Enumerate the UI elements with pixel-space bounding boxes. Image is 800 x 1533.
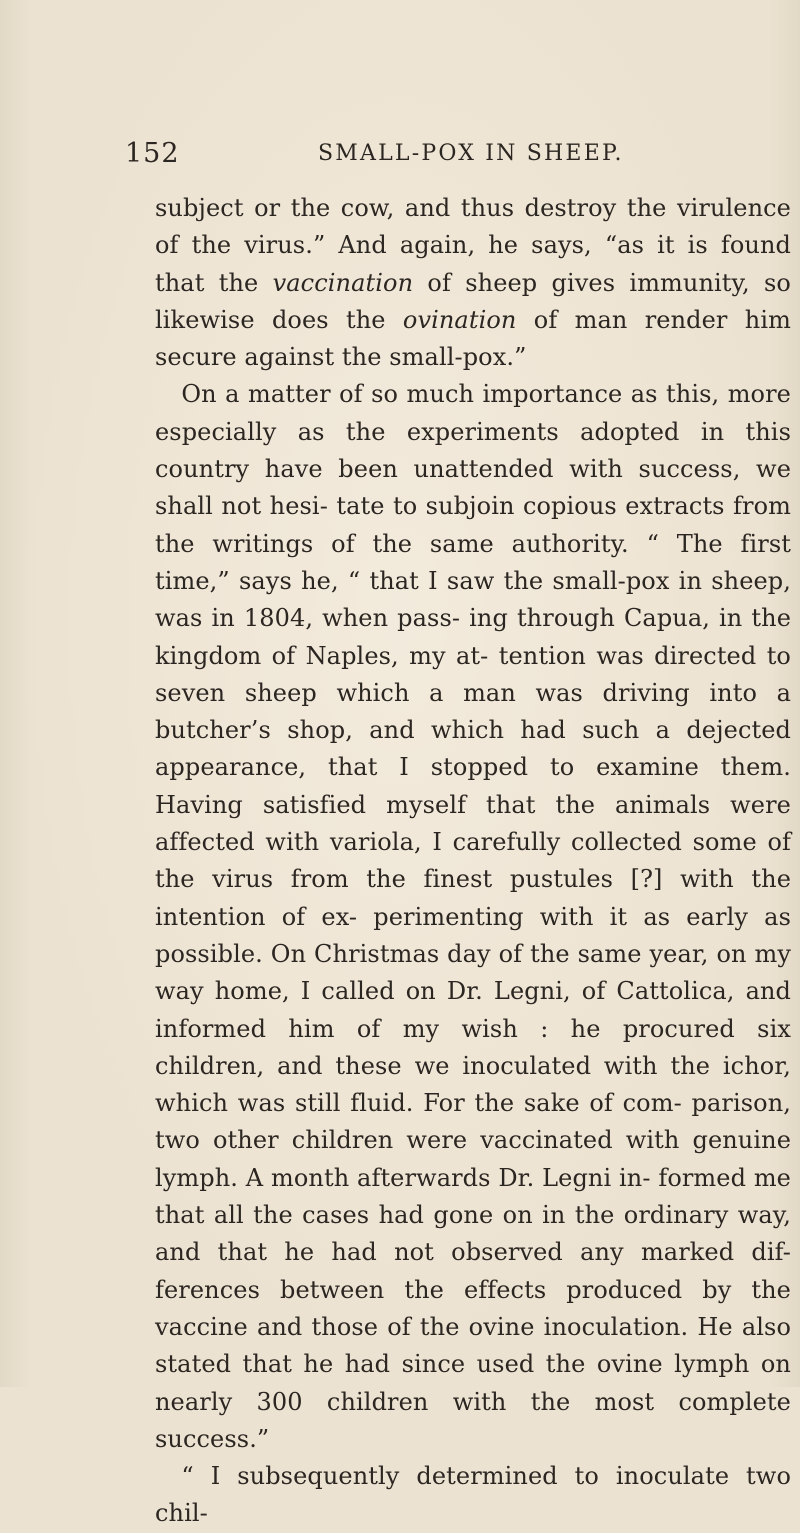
body-text: [155, 190, 791, 1533]
paragraph-1-part-c: of man render him secure against the small-pox.”: [155, 305, 791, 372]
page-number: 152: [125, 138, 180, 169]
paragraph-1-part-a: subject or the cow, and thus destroy the virulence of the virus.” And again, he says, “as it is found that the: [155, 194, 791, 297]
running-head: SMALL-POX IN SHEEP.: [318, 141, 624, 166]
emphasis-ovination: ovination: [402, 305, 517, 334]
paragraph-3: “ I subsequently determined to inoculate two chil-: [155, 1462, 791, 1528]
page-header: [125, 138, 685, 178]
paragraph-1-part-b: of sheep gives immunity, so likewise does the: [155, 268, 791, 334]
paragraph-1: [155, 190, 791, 376]
paragraph-2: On a matter of so much importance as this, more especially as the experiments adopted in this country have been unattended with success, we shall not hesi- tate to subjoin copious extracts from the writings of the same authority. “ The first time,” says he, “ that I saw the small-pox in sheep, was in 1804, when pass- ing through Capua, in the kingdom of Naples, my at- tention was directed to seven sheep which a man was driving into a butcher’s shop, and which had such a dejected appearance, that I stopped to examine them. Having satisfied myself that the animals were affected with variola, I carefully collected some of the virus from the finest pustules [?] with the intention of ex- perimenting with it as early as possible. On Christmas day of the same year, on my way home, I called on Dr. Legni, of Cattolica, and informed him of my wish : he procured six children, and these we inoculated with the ichor, which was still fluid. For the sake of com- parison, two other children were vaccinated with genuine lymph. A month afterwards Dr. Legni in- formed me that all the cases had gone on in the ordinary way, and that he had not observed any marked dif- ferences between the effects produced by the vaccine and those of the ovine inoculation. He also stated that he had since used the ovine lymph on nearly 300 children with the most complete success.”: [155, 380, 791, 1453]
emphasis-vaccination: vaccination: [272, 268, 414, 297]
